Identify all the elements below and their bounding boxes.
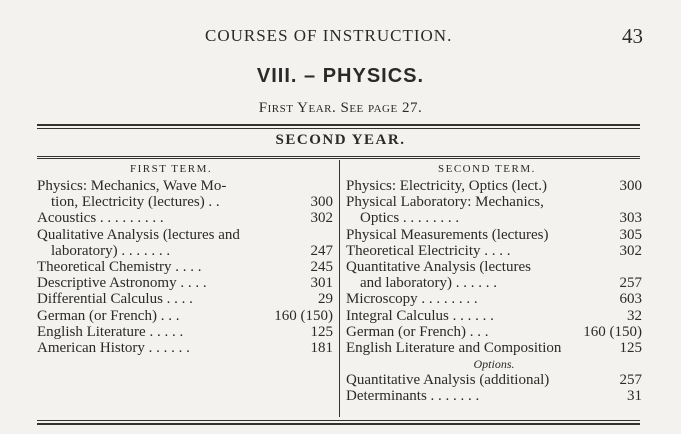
- course-name: Physical Laboratory: Mechanics,: [346, 194, 544, 211]
- running-title: COURSES OF INSTRUCTION.: [205, 26, 453, 45]
- course-number: 303: [619, 210, 642, 227]
- course-number: 160 (150): [583, 323, 642, 340]
- top-rule-thick: [37, 124, 640, 126]
- course-number: 247: [310, 242, 333, 259]
- course-name: Qualitative Analysis (lectures and: [37, 226, 240, 243]
- first-year-note: First Year. See page 27.: [258, 100, 423, 116]
- course-name: Quantitative Analysis (lectures: [346, 258, 531, 275]
- course-row: [346, 291, 642, 307]
- section-title: VIII. – PHYSICS.: [256, 65, 425, 87]
- course-name: Descriptive Astronomy . . . .: [37, 275, 207, 292]
- course-row: [346, 308, 642, 324]
- course-number: 257: [619, 275, 642, 292]
- course-row: [37, 308, 333, 324]
- course-row: [37, 340, 333, 356]
- year-rule: [37, 156, 640, 157]
- course-number: 160 (150): [274, 307, 333, 324]
- course-row: [346, 275, 642, 291]
- course-number: 125: [310, 323, 333, 340]
- course-name: Physical Measurements (lectures): [346, 226, 549, 243]
- course-name: Options.: [473, 357, 515, 372]
- top-rule-thin: [37, 128, 640, 129]
- course-row: [37, 275, 333, 291]
- course-number: 300: [619, 178, 642, 194]
- course-name: American History . . . . . .: [37, 339, 190, 356]
- course-name: Acoustics . . . . . . . . .: [37, 210, 164, 227]
- course-number: 302: [310, 210, 333, 227]
- course-name: Physics: Electricity, Optics (lect.): [346, 178, 548, 194]
- bottom-rule-thick: [37, 423, 640, 425]
- column-divider: [339, 160, 340, 417]
- first-term-heading: FIRST TERM.: [130, 163, 213, 175]
- course-number: 31: [627, 388, 642, 405]
- course-name: Optics . . . . . . . .: [360, 210, 460, 227]
- course-row: [37, 178, 333, 194]
- course-number: 305: [619, 226, 642, 243]
- course-number: 125: [619, 339, 642, 356]
- course-row: [37, 210, 333, 226]
- course-number: 29: [318, 291, 333, 308]
- course-row: [346, 324, 642, 340]
- course-row: [346, 388, 642, 404]
- course-number: 181: [310, 339, 333, 356]
- course-row: [37, 291, 333, 307]
- course-name: Determinants . . . . . . .: [346, 388, 480, 405]
- course-number: 603: [619, 291, 642, 308]
- bottom-rule-thin: [37, 420, 640, 421]
- course-name: English Literature . . . . .: [37, 323, 184, 340]
- course-number: 257: [619, 372, 642, 389]
- running-head: [0, 26, 681, 50]
- second-term-heading: SECOND TERM.: [438, 163, 536, 175]
- course-name: and laboratory) . . . . . .: [360, 275, 498, 292]
- course-row: [37, 243, 333, 259]
- course-name: Integral Calculus . . . . . .: [346, 307, 494, 324]
- options-label: [346, 356, 642, 372]
- course-row: [346, 259, 642, 275]
- course-name: German (or French) . . .: [37, 307, 180, 324]
- course-row: [37, 259, 333, 275]
- course-number: 300: [310, 194, 333, 211]
- course-name: Quantitative Analysis (additional): [346, 372, 550, 389]
- course-row: [346, 227, 642, 243]
- course-row: [346, 210, 642, 226]
- course-row: [346, 340, 642, 356]
- course-name: laboratory) . . . . . . .: [51, 242, 171, 259]
- course-row: [346, 243, 642, 259]
- course-number: 302: [619, 242, 642, 259]
- course-name: tion, Electricity (lectures) . .: [51, 194, 220, 211]
- year-heading: SECOND YEAR.: [275, 132, 406, 148]
- course-name: Theoretical Chemistry . . . .: [37, 258, 202, 275]
- course-row: [37, 324, 333, 340]
- course-name: Differential Calculus . . . .: [37, 291, 193, 308]
- course-name: Microscopy . . . . . . . .: [346, 291, 478, 308]
- course-number: 245: [310, 258, 333, 275]
- course-number: 32: [627, 307, 642, 324]
- course-row: [37, 194, 333, 210]
- course-name: Theoretical Electricity . . . .: [346, 242, 511, 259]
- course-row: [37, 227, 333, 243]
- course-name: Physics: Mechanics, Wave Mo-: [37, 178, 227, 194]
- course-row: [346, 372, 642, 388]
- course-number: 301: [310, 275, 333, 292]
- course-name: German (or French) . . .: [346, 323, 489, 340]
- page-number: 43: [622, 24, 643, 48]
- course-row: [346, 178, 642, 194]
- second-term-course-list: [346, 178, 642, 405]
- course-row: [346, 194, 642, 210]
- course-name: English Literature and Composition: [346, 339, 562, 356]
- year-rule-thin: [37, 158, 640, 159]
- first-term-course-list: [37, 178, 333, 356]
